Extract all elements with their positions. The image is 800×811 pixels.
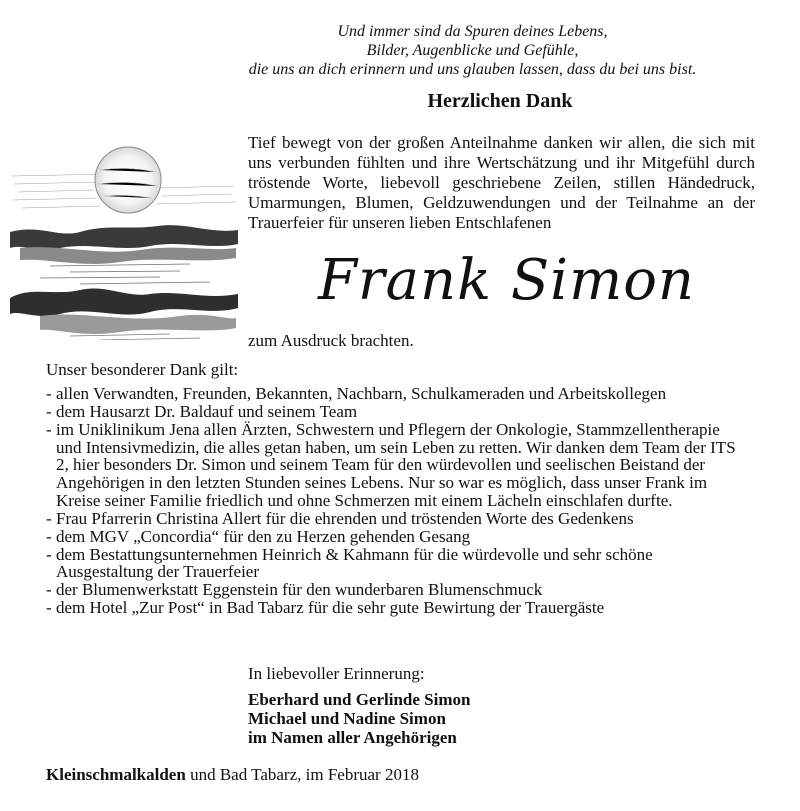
signature-intro: In liebevoller Erinnerung: [248, 664, 425, 683]
list-item [46, 599, 746, 617]
list-item [46, 385, 746, 403]
list-dash: - [46, 419, 52, 439]
signatory: im Namen aller Angehörigen [248, 728, 457, 747]
list-item [46, 421, 746, 510]
list-item-text: dem Hausarzt Dr. Baldauf und seinem Team [56, 401, 358, 421]
footer-place: Kleinschmalkalden [46, 765, 186, 784]
list-item-text: dem MGV „Concordia“ für den zu Herzen gehenden Gesang [56, 526, 471, 546]
poem-line: die uns an dich erinnern und uns glauben lassen, dass du bei uns bist. [248, 61, 697, 78]
thanks-title: Unser besonderer Dank gilt: [46, 360, 239, 379]
list-item-text: dem Hotel „Zur Post“ in Bad Tabarz für die sehr gute Bewirtung der Trauergäste [56, 598, 605, 618]
list-item-text: allen Verwandten, Freunden, Bekannten, Nachbarn, Schulkameraden und Arbeitskollegen [56, 384, 667, 403]
list-dash: - [46, 544, 52, 564]
footer-date: und Bad Tabarz, im Februar 2018 [185, 765, 419, 784]
thanks-list [46, 385, 746, 617]
list-item [46, 546, 746, 582]
signatories [248, 690, 470, 747]
list-item-text: Frau Pfarrerin Christina Allert für die ehrenden und tröstenden Worte des Gedenkens [56, 508, 634, 528]
poem-line: Bilder, Augenblicke und Gefühle, [366, 42, 579, 59]
landscape-sun-illustration [10, 140, 238, 340]
signatory: Eberhard und Gerlinde Simon [248, 690, 471, 709]
poem-line: Und immer sind da Spuren deines Lebens, [337, 23, 608, 40]
list-item-text: im Uniklinikum Jena allen Ärzten, Schwestern und Pflegern der Onkologie, Stammzellentherapie und Intensivmedizin, die alles getan haben, um sein Leben zu retten. Wir danken dem Team der ITS 2, hier besonders Dr. Simon und seinem Team für den würdevollen und seelischen Beistand der Angehörigen in den letzten Stunden seines Lebens. Nur so war es möglich, dass unser Frank im Kreise seiner Familie friedlich und ohne Schmerzen mit einem Lächeln einschlafen durfte. [56, 419, 736, 511]
footer [46, 765, 419, 785]
list-item [46, 528, 746, 546]
list-item [46, 581, 746, 599]
intro-text: Tief bewegt von der großen Anteilnahme danken wir allen, die sich mit uns verbunden fühlten und ihre Wertschätzung und ihr Mitgefühl durch tröstende Worte, liebevoll geschriebene Zeilen, stillen Händedruck, Umarmungen, Blumen, Geldzuwendungen und der Teilnahme an der Trauerfeier für unseren lieben Entschlafenen [248, 133, 755, 232]
list-dash: - [46, 598, 52, 618]
signatory: Michael und Nadine Simon [248, 709, 446, 728]
deceased-name: Frank Simon [318, 248, 695, 313]
list-item-text: dem Bestattungsunternehmen Heinrich & Kahmann für die würdevolle und sehr schöne Ausgestaltung der Trauerfeier [56, 544, 653, 582]
list-dash: - [46, 384, 52, 403]
poem [200, 22, 745, 79]
list-dash: - [46, 526, 52, 546]
heading: Herzlichen Dank [427, 90, 573, 112]
list-dash: - [46, 508, 52, 528]
list-item-text: der Blumenwerkstatt Eggenstein für den wunderbaren Blumenschmuck [56, 580, 543, 600]
list-dash: - [46, 401, 52, 421]
list-item [46, 403, 746, 421]
list-item [46, 510, 746, 528]
list-dash: - [46, 580, 52, 600]
closing-text: zum Ausdruck brachten. [248, 331, 414, 350]
